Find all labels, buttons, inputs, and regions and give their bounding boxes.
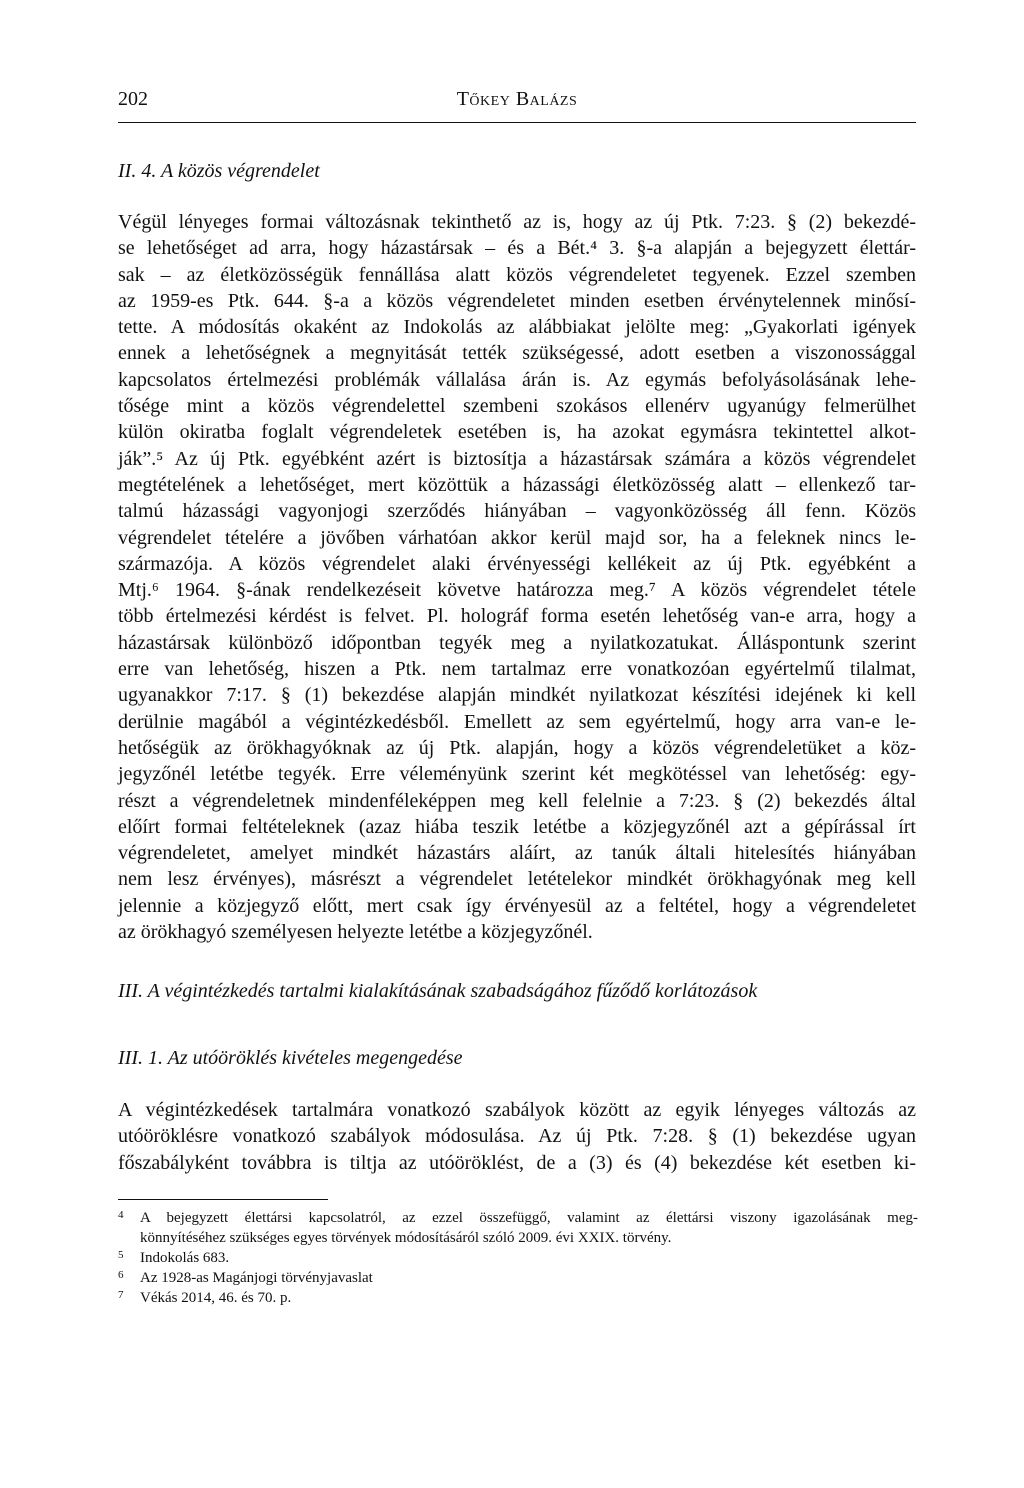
- subsection-heading-ii-4: II. 4. A közös végrendelet: [118, 160, 320, 182]
- text-line: származója. A közös végrendelet alaki érvényességi kellékeit az új Ptk. egyébként a: [118, 552, 916, 575]
- text-line: Mtj.⁶ 1964. §-ának rendelkezéseit követve határozza meg.⁷ A közös végrendelet tétele: [118, 579, 916, 602]
- text-line: ugyanakkor 7:17. § (1) bekezdése alapján mindkét nyilatkozat készítési idejének ki kell: [118, 684, 916, 707]
- text-line: végrendeletet, amelyet mindkét házastárs aláírt, az tanúk általi hitelesítés hiányában: [118, 842, 916, 865]
- running-head-author: Tőkey Balázs: [456, 88, 578, 110]
- text-line: előírt formai feltételeknek (azaz hiába teszik letétbe a közjegyzőnél azt a gépírással írt: [118, 815, 916, 838]
- subsection-heading-iii-1: III. 1. Az utóöröklés kivételes megengedése: [118, 1047, 463, 1069]
- footnote-marker: 6: [118, 1269, 124, 1281]
- text-line: az 1959-es Ptk. 644. §-a a közös végrendeletet minden esetben érvénytelennek minősí-: [118, 289, 916, 312]
- text-line: derülnie magából a végintézkedésből. Emellett az sem egyértelmű, hogy arra van-e le-: [118, 710, 916, 733]
- text-line: utóöröklésre vonatkozó szabályok módosulása. Az új Ptk. 7:28. § (1) bekezdése ugyan: [118, 1125, 916, 1148]
- footnote-7: [118, 1288, 918, 1308]
- paragraph-common-will: [118, 209, 916, 945]
- running-head: [118, 88, 916, 116]
- text-line: jelennie a közjegyző előtt, mert csak így érvényesül az a feltétel, hogy a végrendeletet: [118, 894, 916, 917]
- text-line: részt a végrendeletnek mindenféleképpen meg kell felelnie a 7:23. § (2) bekezdés által: [118, 789, 916, 812]
- footnotes: [118, 1208, 918, 1308]
- text-line: talmú házassági vagyonjogi szerződés hiányában – vagyonközösség áll fenn. Közös: [118, 500, 916, 523]
- text-line: megtételének a lehetőséget, mert közöttük a házassági életközösség alatt – ellenkező tar-: [118, 473, 916, 496]
- text-line: végrendelet tételére a jövőben várhatóan akkor kerül majd sor, ha a feleknek nincs le-: [118, 526, 916, 549]
- text-line: nem lesz érvényes), másrészt a végrendelet letételekor mindkét örökhagyónak meg kell: [118, 868, 916, 891]
- text-line: főszabályként továbbra is tiltja az utóöröklést, de a (3) és (4) bekezdése két esetben ki-: [118, 1151, 916, 1174]
- text-line: ennek a lehetőségnek a megnyitását tették szükségessé, adott esetben a viszonossággal: [118, 342, 916, 365]
- text-line: az örökhagyó személyesen helyezte letétbe a közjegyzőnél.: [118, 921, 593, 944]
- header-rule: [118, 122, 916, 123]
- text-line: több értelmezési kérdést is felvet. Pl. holográf forma esetén lehetőség van-e arra, hogy a: [118, 605, 916, 628]
- footnote-marker: 7: [118, 1289, 124, 1301]
- footnote-4: [118, 1208, 918, 1248]
- text-line: tette. A módosítás okaként az Indokolás az alábbiakat jelölte meg: „Gyakorlati igények: [118, 316, 916, 339]
- footnote-text-line: Indokolás 683.: [140, 1250, 230, 1266]
- footnote-text-line: könnyítéséhez szükséges egyes törvények módosításáról szóló 2009. évi XXIX. törvény.: [140, 1230, 672, 1246]
- section-heading-iii: III. A végintézkedés tartalmi kialakításának szabadságához fűződő korlátozások: [118, 980, 758, 1002]
- footnote-marker: 5: [118, 1249, 124, 1261]
- text-line: házastársak különböző időpontban tegyék meg a nyilatkozatukat. Álláspontunk szerint: [118, 631, 916, 654]
- text-line: sak – az életközösségük fennállása alatt közös végrendeletet tegyenek. Ezzel szemben: [118, 263, 916, 286]
- text-line: tősége mint a közös végrendelettel szembeni szokásos ellenérv ugyanúgy felmerülhet: [118, 395, 916, 418]
- paragraph-reversionary-succession: [118, 1097, 916, 1176]
- text-line: jegyzőnél letétbe tegyék. Erre véleményünk szerint két megkötéssel van lehetőség: egy-: [118, 763, 916, 786]
- text-line: Végül lényeges formai változásnak tekinthető az is, hogy az új Ptk. 7:23. § (2) bekezdé-: [118, 211, 916, 233]
- text-line: erre van lehetőség, hiszen a Ptk. nem tartalmaz erre vonatkozóan egyértelmű tilalmat,: [118, 658, 916, 681]
- text-line: A végintézkedések tartalmára vonatkozó szabályok között az egyik lényeges változás az: [118, 1099, 916, 1121]
- footnote-5: [118, 1248, 918, 1268]
- footnote-rule: [118, 1199, 328, 1200]
- text-line: külön okiratba foglalt végrendeletek esetében is, ha azokat egymásra tekintettel alkot-: [118, 421, 916, 444]
- footnote-text-line: Vékás 2014, 46. és 70. p.: [140, 1290, 292, 1306]
- page-number: 202: [118, 88, 148, 110]
- footnote-text-line: A bejegyzett élettársi kapcsolatról, az ezzel összefüggő, valamint az élettársi viszony igazolásának meg-: [140, 1210, 918, 1226]
- footnote-text-line: Az 1928-as Magánjogi törvényjavaslat: [140, 1270, 373, 1286]
- text-line: hetőségük az örökhagyóknak az új Ptk. alapján, hogy a közös végrendeletüket a köz-: [118, 736, 916, 759]
- text-line: ják”.⁵ Az új Ptk. egyébként azért is biztosítja a házastársak számára a közös végrendelet: [118, 447, 916, 470]
- footnote-marker: 4: [118, 1209, 124, 1221]
- text-line: kapcsolatos értelmezési problémák vállalása árán is. Az egymás befolyásolásának lehe-: [118, 368, 916, 391]
- text-line: se lehetőséget ad arra, hogy házastársak – és a Bét.⁴ 3. §-a alapján a bejegyzett élettár-: [118, 237, 916, 260]
- footnote-6: [118, 1268, 918, 1288]
